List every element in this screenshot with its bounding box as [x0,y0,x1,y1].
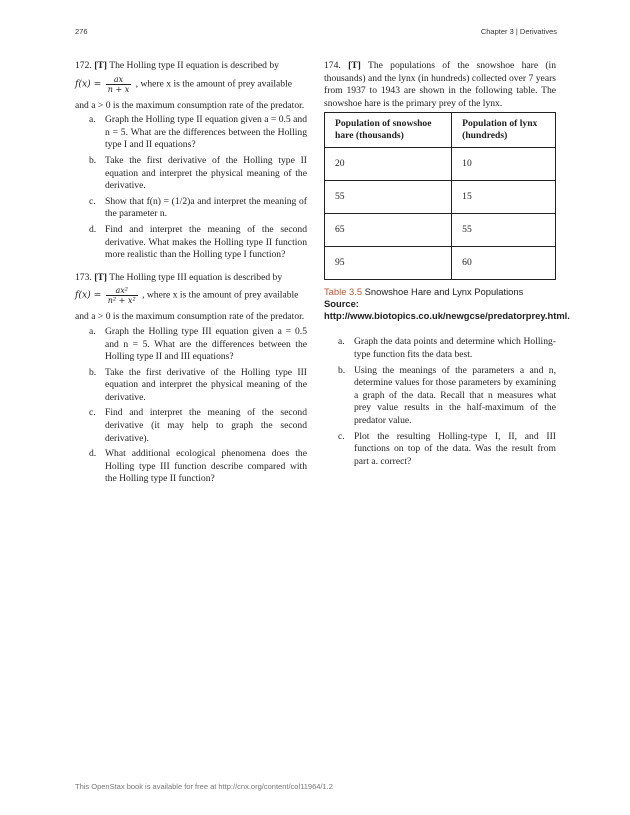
table-cell: 95 [325,247,452,280]
subpart-label: c. [89,407,96,419]
table-header-cell: Population of snowshoe hare (thousands) [325,113,452,148]
equation-fraction [106,75,131,94]
technology-tag: [T] [94,271,107,283]
table-caption-text: Snowshoe Hare and Lynx Populations [364,286,524,298]
problem-number: 174. [324,60,341,71]
subpart-label: b. [338,364,346,376]
table-cell: 20 [325,148,452,181]
equation-tail: , where x is the amount of prey available [135,78,293,90]
fraction-numerator: ax [106,75,131,85]
problem-174 [324,60,570,468]
subpart [75,407,307,445]
subpart-text: Find and interpret the meaning of the second derivative (it may help to graph the second derivative). [105,407,307,444]
subpart [75,326,307,364]
problem-number: 173. [75,271,92,283]
chapter-header: Chapter 3 | Derivatives [480,27,557,36]
population-table [324,112,556,280]
table-cell: 60 [452,247,556,280]
subpart-text: Take the first derivative of the Holling type II equation and interpret the physical meaning of the derivative. [105,154,307,192]
subpart-label: a. [89,114,96,126]
subpart-text: Find and interpret the meaning of the second derivative. What makes the Holling type II function more realistic than the Holling type I function? [105,223,307,261]
problem-intro: The Holling type III equation is described by [109,271,283,283]
table-row [325,247,556,280]
subpart-label: a. [89,325,96,337]
fraction-denominator: n + x [107,84,130,94]
table-row [325,148,556,181]
problem-rest: and a > 0 is the maximum consumption rate of the predator. [75,311,305,323]
subpart-label: b. [89,366,97,378]
footer-attribution: This OpenStax book is available for free at http://cnx.org/content/col11964/1.2 [75,782,333,791]
equation-fraction [106,286,138,305]
table-caption-source: Source: http://www.biotopics.co.uk/newgcse/predatorprey.html. [324,298,570,322]
problem-172 [75,60,307,262]
subparts-list [324,336,556,468]
problem-rest: and a > 0 is the maximum consumption rate of the predator. [75,99,305,111]
table-cell: 65 [325,214,452,247]
subpart-label: b. [89,154,97,166]
problem-intro: The Holling type II equation is described by [109,60,279,71]
subpart [75,196,307,221]
subpart-label: d. [89,448,97,460]
table-row [325,181,556,214]
subpart [324,431,556,469]
table-caption-label: Table 3.5 [324,286,363,298]
subpart-label: d. [89,223,97,235]
table-header-cell: Population of lynx (hundreds) [452,113,556,148]
holling-ii-equation [75,75,307,94]
subpart-label: c. [338,430,345,442]
technology-tag: [T] [348,60,361,71]
subpart-text: Graph the Holling type III equation given a = 0.5 and n = 5. What are the differences between the Holling type II and III equations? [105,325,307,363]
page-number: 276 [75,27,88,36]
technology-tag: [T] [94,60,107,71]
subpart-text: Take the first derivative of the Holling type III equation and interpret the physical meaning of the derivative. [105,366,307,403]
subparts-list [75,326,307,486]
subpart [75,448,307,486]
subparts-list [75,114,307,262]
table-cell: 10 [452,148,556,181]
subpart-text: Graph the Holling type II equation given a = 0.5 and n = 5. What are the differences between the Holling type I and II equations? [105,114,307,151]
table-cell: 55 [325,181,452,214]
subpart-text: What additional ecological phenomena does the Holling type III function describe compared with the Holling type II function? [105,448,307,485]
table-header-row [325,113,556,148]
equation-lhs: f(x) = [75,290,102,302]
right-column [324,60,570,478]
subpart [324,365,556,428]
fraction-numerator: ax² [106,286,138,296]
subpart-text: Using the meanings of the parameters a and n, determine values for those parameters by examining a graph of the data. Recall that n measures what prey value results in the half-maximum of the predator value. [354,364,556,426]
subpart [75,155,307,193]
subpart [75,367,307,405]
problem-intro: The populations of the snowshoe hare (in thousands) and the lynx (in hundreds) collected over 7 years from 1937 to 1943 are shown in the following table. The snowshoe hare is the primary prey of the lynx. [324,60,557,109]
left-column [75,60,307,496]
problem-number: 172. [75,60,92,71]
subpart [75,114,307,152]
fraction-denominator: n² + x² [107,296,136,306]
problem-173 [75,272,307,486]
subpart-text: Plot the resulting Holling-type I, II, and III functions on top of the data. Was the result from part a. correct? [354,430,556,467]
table-row [325,214,556,247]
table-cell: 55 [452,214,556,247]
holling-iii-equation [75,286,307,305]
subpart [75,224,307,262]
subpart-text: Show that f(n) = (1/2)a and interpret the meaning of the parameter n. [105,195,307,220]
subpart-text: Graph the data points and determine which Holling-type function fits the data best. [354,336,556,360]
subpart [324,336,556,361]
subpart-label: a. [338,336,345,348]
table-cell: 15 [452,181,556,214]
table-caption [324,286,570,322]
subpart-label: c. [89,195,96,207]
equation-tail: , where x is the amount of prey available [142,290,299,302]
equation-lhs: f(x) = [75,78,102,90]
